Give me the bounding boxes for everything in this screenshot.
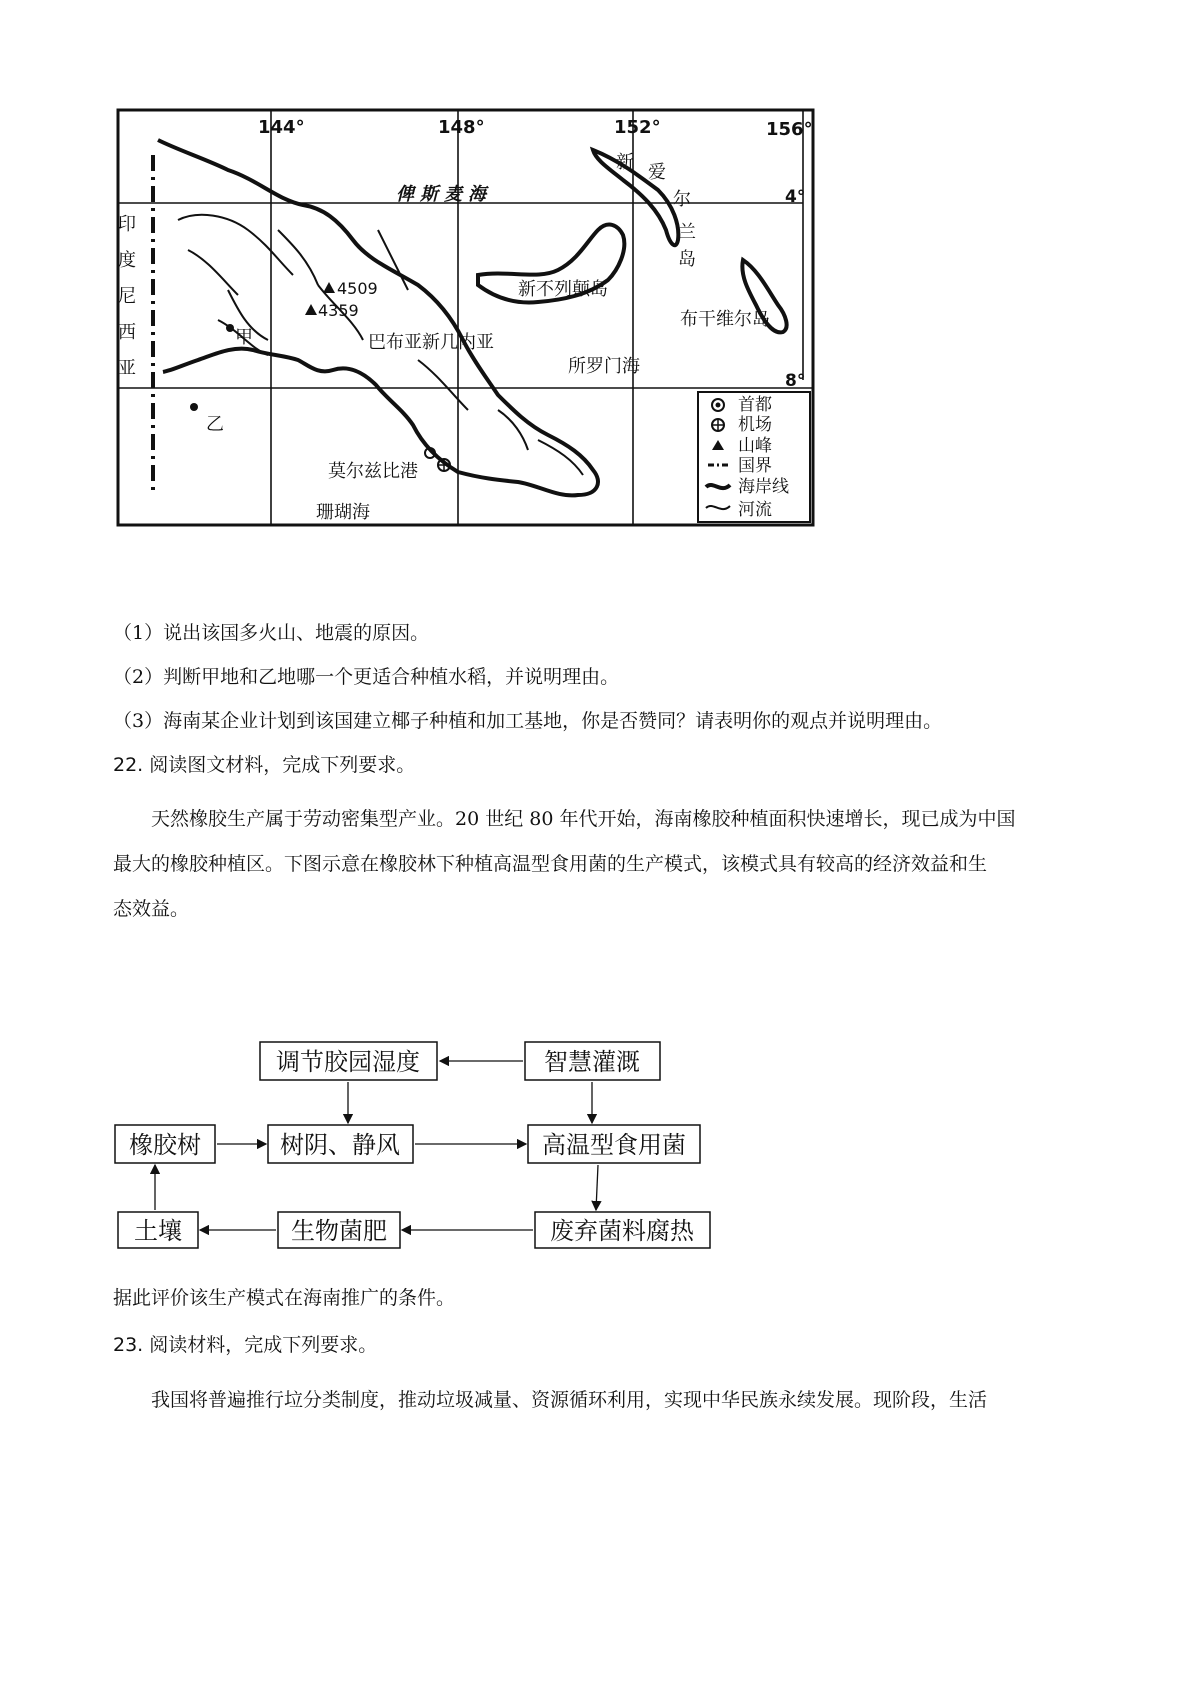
peak-elevation-2: 4359 bbox=[318, 301, 359, 320]
q22-heading: 22. 阅读图文材料，完成下列要求。 bbox=[113, 754, 416, 776]
arrow-fungi-waste bbox=[596, 1165, 598, 1210]
legend-label-coast: 海岸线 bbox=[738, 477, 789, 497]
label-indonesia-4: 西 bbox=[118, 322, 136, 343]
label-coral-sea: 珊瑚海 bbox=[316, 502, 370, 523]
label-bougainville: 布干维尔岛 bbox=[680, 309, 770, 330]
q23-heading: 23. 阅读材料，完成下列要求。 bbox=[113, 1334, 378, 1356]
label-indonesia-5: 亚 bbox=[118, 358, 136, 379]
question-1: （1）说出该国多火山、地震的原因。 bbox=[113, 622, 430, 644]
label-bismarck-sea: 俾斯麦海 bbox=[396, 184, 492, 205]
label-new-ireland-4: 兰 bbox=[678, 222, 696, 243]
label-new-ireland-3: 尔 bbox=[673, 189, 691, 210]
q22-para-line-1: 天然橡胶生产属于劳动密集型产业。20 世纪 80 年代开始，海南橡胶种植面积快速增长，现已成为中国 bbox=[151, 808, 1016, 830]
lon-144: 144° bbox=[258, 117, 305, 138]
label-indonesia-3: 尼 bbox=[118, 286, 136, 307]
map-legend bbox=[698, 392, 810, 522]
label-new-ireland-2: 爱 bbox=[648, 162, 666, 183]
q22-para-line-3: 态效益。 bbox=[113, 898, 190, 920]
label-port-moresby: 莫尔兹比港 bbox=[328, 461, 418, 482]
papua-new-guinea-map bbox=[118, 110, 818, 530]
peak-elevation-1: 4509 bbox=[337, 279, 378, 298]
q23-paragraph bbox=[113, 1378, 987, 1423]
flow-fertilizer: 生物菌肥 bbox=[291, 1217, 387, 1245]
point-yi bbox=[190, 403, 198, 411]
legend-label-river: 河流 bbox=[738, 500, 772, 520]
label-indonesia-1: 印 bbox=[118, 214, 136, 235]
rubber-fungi-flow-diagram bbox=[110, 1040, 730, 1245]
label-new-ireland-5: 岛 bbox=[678, 249, 696, 270]
lat-8: 8° bbox=[785, 371, 806, 391]
q23-para-line-1: 我国将普遍推行垃分类制度，推动垃圾减量、资源循环利用，实现中华民族永续发展。现阶段，生活 bbox=[151, 1389, 988, 1411]
q22-para-line-2: 最大的橡胶种植区。下图示意在橡胶林下种植高温型食用菌的生产模式，该模式具有较高的经济效益和生 bbox=[113, 853, 988, 875]
legend-label-capital: 首都 bbox=[738, 395, 772, 415]
lon-152: 152° bbox=[614, 117, 661, 138]
label-jia: 甲 bbox=[235, 327, 253, 348]
label-png: 巴布亚新几内亚 bbox=[368, 332, 494, 353]
label-yi: 乙 bbox=[206, 414, 224, 435]
label-indonesia-2: 度 bbox=[118, 250, 136, 271]
lon-156: 156° bbox=[766, 119, 813, 140]
question-2: （2）判断甲地和乙地哪一个更适合种植水稻，并说明理由。 bbox=[113, 666, 620, 688]
lat-4: 4° bbox=[785, 187, 806, 207]
point-jia bbox=[226, 324, 234, 332]
flow-rubber-tree: 橡胶树 bbox=[129, 1131, 201, 1159]
flow-soil: 土壤 bbox=[134, 1217, 182, 1245]
flow-humidity: 调节胶园湿度 bbox=[276, 1048, 420, 1076]
legend-label-airport: 机场 bbox=[738, 415, 772, 435]
flow-fungi: 高温型食用菌 bbox=[542, 1131, 686, 1159]
flow-shade-wind: 树阴、静风 bbox=[280, 1131, 400, 1159]
legend-label-peak: 山峰 bbox=[738, 436, 772, 456]
q22-paragraph bbox=[113, 797, 1015, 932]
q22-task: 据此评价该生产模式在海南推广的条件。 bbox=[113, 1287, 456, 1309]
label-solomon-sea: 所罗门海 bbox=[568, 356, 640, 377]
question-3: （3）海南某企业计划到该国建立椰子种植和加工基地，你是否赞同？请表明你的观点并说明理由。 bbox=[113, 710, 943, 732]
label-new-ireland-1: 新 bbox=[616, 152, 634, 173]
flow-irrigation: 智慧灌溉 bbox=[544, 1048, 640, 1076]
label-new-britain: 新不列颠岛 bbox=[518, 279, 608, 300]
legend-label-border: 国界 bbox=[738, 456, 772, 476]
flow-waste: 废弃菌料腐热 bbox=[550, 1217, 694, 1245]
lon-148: 148° bbox=[438, 117, 485, 138]
